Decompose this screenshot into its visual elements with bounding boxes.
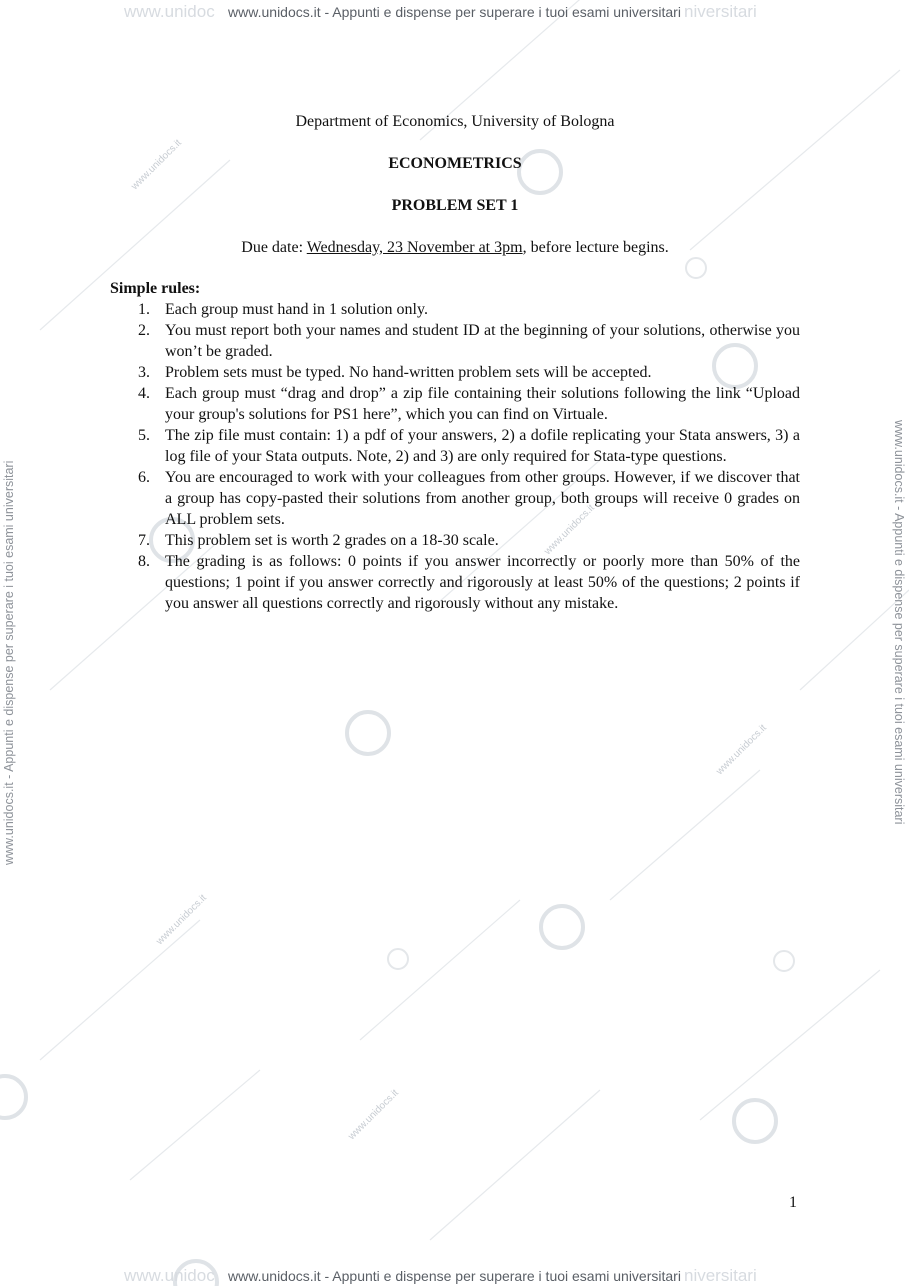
list-item-text: You must report both your names and student ID at the beginning of your solutions, otherwise you won’t be graded. [165, 322, 800, 360]
page-number: 1 [789, 1194, 797, 1211]
svg-text:www.unidocs.it: www.unidocs.it [129, 137, 184, 193]
list-item-number: 6. [138, 469, 150, 486]
problem-set-title: PROBLEM SET 1 [391, 197, 519, 214]
svg-text:www.unidocs.it: www.unidocs.it [714, 722, 769, 778]
department-heading: Department of Economics, University of Bologna [295, 113, 615, 130]
list-item [110, 383, 800, 425]
list-item-number: 5. [138, 427, 150, 444]
due-date-prefix: Due date: [241, 239, 307, 256]
svg-text:www.unidocs.it: www.unidocs.it [542, 502, 597, 558]
list-item-text: The zip file must contain: 1) a pdf of your answers, 2) a dofile replicating your Stata answers, 3) a log file of your Stata outputs. Note, 2) and 3) are only required for Stata-type questions. [165, 427, 800, 465]
list-item-number: 4. [138, 385, 150, 402]
list-item-text: This problem set is worth 2 grades on a 18-30 scale. [165, 532, 499, 549]
watermark-side-right: www.unidocs.it - Appunti e dispense per superare i tuoi esami universitari [892, 420, 906, 825]
svg-text:www.unidocs.it: www.unidocs.it [154, 892, 209, 948]
watermark-ghost-text: www.unidoc [124, 1266, 215, 1285]
watermark-side-left: www.unidocs.it - Appunti e dispense per superare i tuoi esami universitari [2, 460, 16, 865]
due-date-suffix: , before lecture begins. [522, 239, 669, 256]
list-item [110, 299, 800, 320]
list-item [110, 551, 800, 614]
watermark-ghost-text: niversitari [684, 1266, 757, 1285]
list-item [110, 530, 800, 551]
watermark-banner-top: www.unidocs.it - Appunti e dispense per superare i tuoi esami universitari [228, 4, 681, 20]
list-item [110, 362, 800, 383]
list-item-number: 7. [138, 532, 150, 549]
list-item [110, 467, 800, 530]
list-item-number: 1. [138, 301, 150, 318]
list-item-number: 2. [138, 322, 150, 339]
watermark-ghost-text: niversitari [684, 2, 757, 21]
rules-heading: Simple rules: [110, 280, 201, 297]
list-item-text: Each group must “drag and drop” a zip file containing their solutions following the link “Upload your group's solutions for PS1 here”, which you can find on Virtuale. [165, 385, 800, 423]
list-item-number: 3. [138, 364, 150, 381]
list-item-text: Problem sets must be typed. No hand-written problem sets will be accepted. [165, 364, 652, 381]
course-title: ECONOMETRICS [388, 155, 522, 172]
list-item [110, 425, 800, 467]
list-item-text: You are encouraged to work with your colleagues from other groups. However, if we discover that a group has copy-pasted their solutions from another group, both groups will receive 0 grades on ALL problem sets. [165, 469, 800, 528]
list-item-text: Each group must hand in 1 solution only. [165, 301, 428, 318]
due-date-value: Wednesday, 23 November at 3pm [306, 239, 523, 256]
list-item-number: 8. [138, 553, 150, 570]
list-item-text: The grading is as follows: 0 points if you answer incorrectly or poorly more than 50% of the questions; 1 point if you answer correctly and rigorously at least 50% of the questions; 2 points if you answer all questions correctly and rigorously without any mistake. [165, 553, 800, 612]
due-date-line [110, 236, 800, 260]
watermark-ghost-text: www.unidoc [124, 2, 215, 21]
rules-list [110, 299, 800, 614]
list-item [110, 320, 800, 362]
watermark-banner-bottom: www.unidocs.it - Appunti e dispense per superare i tuoi esami universitari [228, 1268, 681, 1284]
document-body [110, 110, 800, 614]
svg-text:www.unidocs.it: www.unidocs.it [346, 1087, 401, 1143]
